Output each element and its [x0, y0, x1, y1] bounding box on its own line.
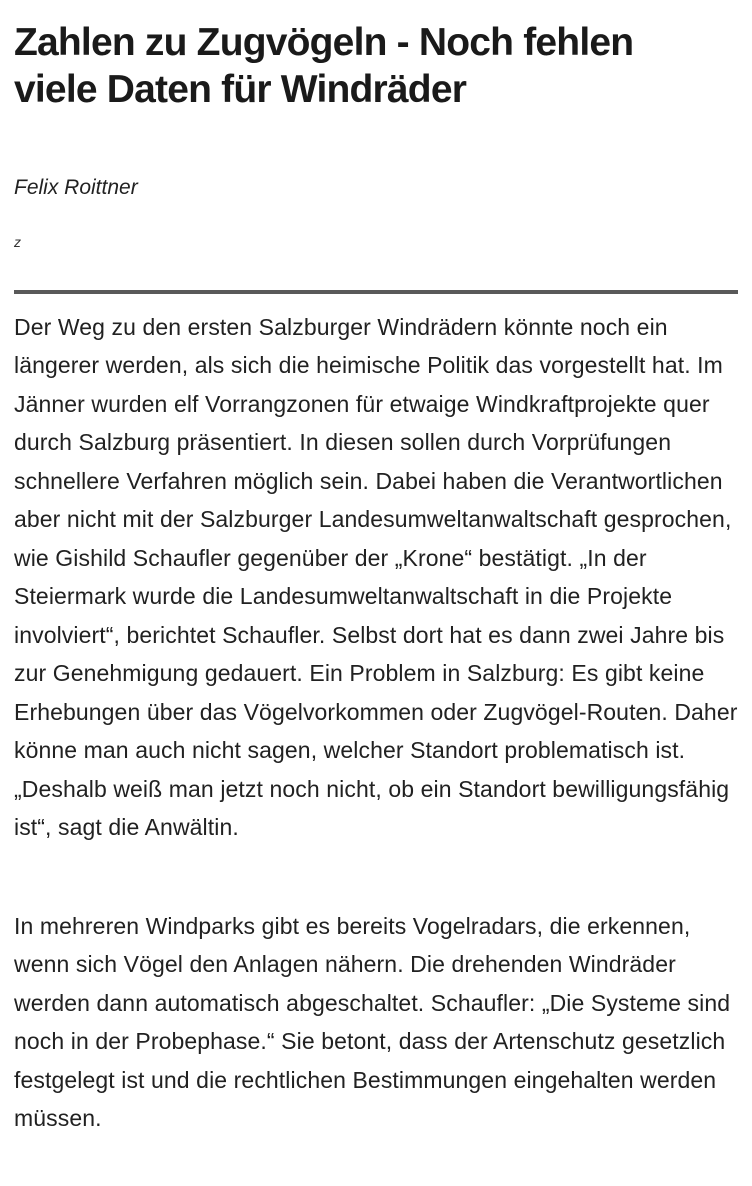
divider-rule: [14, 290, 738, 294]
article-headline: Zahlen zu Zugvögeln - Noch fehlen viele Daten für Windräder: [14, 21, 634, 111]
article-paragraph-1: Der Weg zu den ersten Salzburger Windrädern könnte noch ein längerer werden, als sich die heimische Politik das vorgestellt hat. Im Jänner wurden elf Vorrangzonen für etwaige Windkraftprojekte quer durch Salzburg präsentiert. In diesen sollen durch Vorprüfungen schnellere Verfahren möglich sein. Dabei haben die Verantwortlichen aber nicht mit der Salzburger Landesumweltanwaltschaft gesprochen, wie Gishild Schaufler gegenüber der „Krone“ bestätigt. „In der Steiermark wurde die Landesumweltanwaltschaft in die Projekte involviert“, berichtet Schaufler. Selbst dort hat es dann zwei Jahre bis zur Genehmigung gedauert. Ein Problem in Salzburg: Es gibt keine Erhebungen über das Vögelvorkommen oder Zugvögel-Routen. Daher könne man auch nicht sagen, welcher Standort problematisch ist. „Deshalb weiß man jetzt noch nicht, ob ein Standort bewilligungsfähig ist“, sagt die Anwältin.: [14, 313, 738, 841]
article-byline: Felix Roittner: [14, 175, 138, 199]
stray-character: z: [14, 233, 21, 250]
article-paragraph-2: In mehreren Windparks gibt es bereits Vogelradars, die erkennen, wenn sich Vögel den Anlagen nähern. Die drehenden Windräder werden dann automatisch abgeschaltet. Schaufler: „Die Systeme sind noch in der Probephase.“ Sie betont, dass der Artenschutz gesetzlich festgelegt ist und die rechtlichen Bestimmungen eingehalten werden müssen.: [14, 912, 731, 1132]
